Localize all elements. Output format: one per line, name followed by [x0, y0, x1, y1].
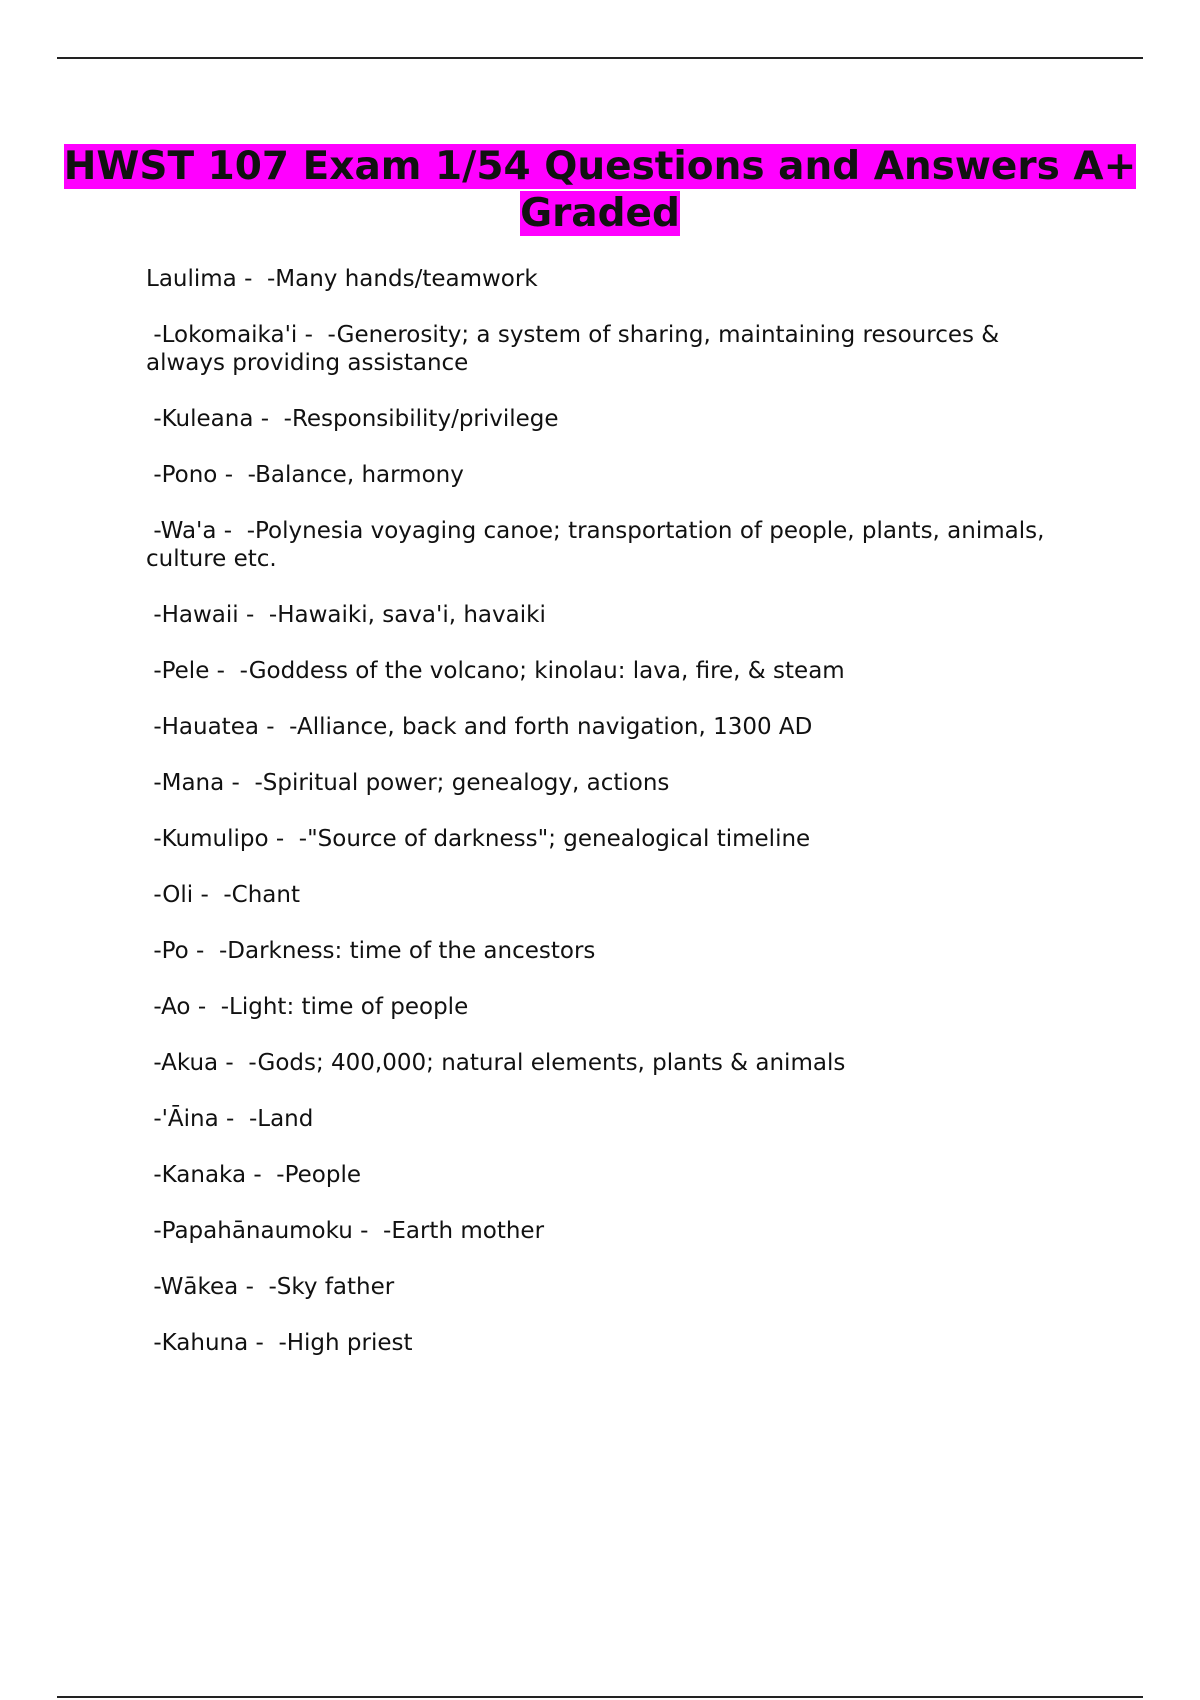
list-item: -Kumulipo - -"Source of darkness"; genealogical timeline	[146, 826, 811, 852]
list-item: -Akua - -Gods; 400,000; natural elements, plants & animals	[146, 1050, 846, 1076]
list-item: -Oli - -Chant	[146, 882, 300, 908]
list-item: -Ao - -Light: time of people	[146, 994, 469, 1020]
list-item: -Po - -Darkness: time of the ancestors	[146, 938, 596, 964]
list-item: -Wa'a - -Polynesia voyaging canoe; transportation of people, plants, animals, culture etc.	[146, 518, 1052, 572]
list-item: -Lokomaika'i - -Generosity; a system of sharing, maintaining resources & always providing assistance	[146, 322, 1007, 376]
list-item: -Hawaii - -Hawaiki, sava'i, havaiki	[146, 602, 546, 628]
list-item: -Pono - -Balance, harmony	[146, 462, 464, 488]
top-divider	[57, 57, 1143, 59]
list-item: Laulima - -Many hands/teamwork	[146, 266, 538, 292]
qa-list	[146, 265, 1066, 1385]
list-item: -Kuleana - -Responsibility/privilege	[146, 406, 559, 432]
list-item: -Hauatea - -Alliance, back and forth navigation, 1300 AD	[146, 714, 813, 740]
bottom-divider	[57, 1696, 1143, 1698]
list-item: -'Āina - -Land	[146, 1106, 314, 1132]
list-item: -Wākea - -Sky father	[146, 1274, 395, 1300]
page-title: HWST 107 Exam 1/54 Questions and Answers A+ Graded	[63, 144, 1137, 236]
list-item: -Kanaka - -People	[146, 1162, 362, 1188]
list-item: -Kahuna - -High priest	[146, 1330, 413, 1356]
list-item: -Mana - -Spiritual power; genealogy, actions	[146, 770, 670, 796]
title-block	[0, 143, 1200, 237]
list-item: -Pele - -Goddess of the volcano; kinolau: lava, fire, & steam	[146, 658, 845, 684]
list-item: -Papahānaumoku - -Earth mother	[146, 1218, 545, 1244]
